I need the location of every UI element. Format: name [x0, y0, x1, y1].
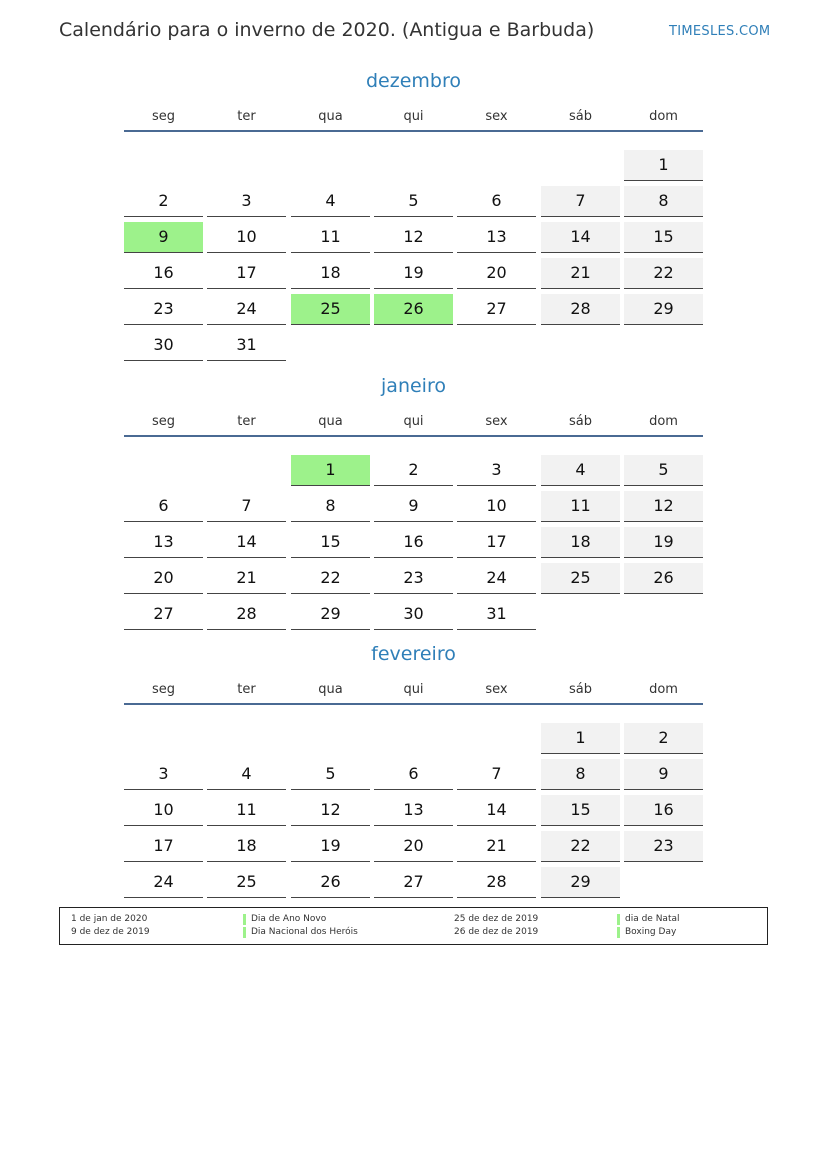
- weekday-header: qua: [318, 414, 343, 429]
- weekday-header: qua: [318, 682, 343, 697]
- day-cell: 25: [291, 294, 370, 325]
- day-cell: 2: [374, 455, 453, 486]
- weekday-header: ter: [237, 109, 256, 124]
- day-cell: 13: [374, 795, 453, 826]
- day-cell: 27: [457, 294, 536, 325]
- day-cell: 17: [124, 831, 203, 862]
- day-cell: 8: [291, 491, 370, 522]
- day-cell: 18: [291, 258, 370, 289]
- legend-holiday-name: dia de Natal: [625, 914, 680, 924]
- month-name: janeiro: [381, 375, 446, 397]
- weekday-header: dom: [649, 109, 678, 124]
- day-cell: 29: [624, 294, 703, 325]
- weekday-header: qui: [403, 414, 424, 429]
- day-cell: 16: [374, 527, 453, 558]
- day-cell: 15: [624, 222, 703, 253]
- day-cell: 24: [207, 294, 286, 325]
- weekday-header: seg: [151, 682, 176, 697]
- day-cell: 10: [124, 795, 203, 826]
- legend-date: 25 de dez de 2019: [454, 914, 539, 924]
- day-cell: 29: [541, 867, 620, 898]
- weekday-header: dom: [649, 682, 678, 697]
- weekday-header: sáb: [569, 414, 592, 429]
- day-cell: 12: [624, 491, 703, 522]
- day-cell: 23: [374, 563, 453, 594]
- day-cell: 9: [374, 491, 453, 522]
- holiday-color-marker: [243, 914, 246, 925]
- holiday-color-marker: [243, 927, 246, 938]
- day-cell: 7: [457, 759, 536, 790]
- day-cell: 20: [124, 563, 203, 594]
- day-cell: 5: [291, 759, 370, 790]
- day-cell: 1: [624, 150, 703, 181]
- day-cell: 12: [291, 795, 370, 826]
- day-cell: 21: [457, 831, 536, 862]
- day-cell: 22: [291, 563, 370, 594]
- weekday-header: qui: [403, 682, 424, 697]
- day-cell: 3: [207, 186, 286, 217]
- day-cell: 7: [541, 186, 620, 217]
- month-name: fevereiro: [371, 643, 456, 665]
- day-cell: 14: [457, 795, 536, 826]
- day-cell: 6: [457, 186, 536, 217]
- header-rule: [124, 435, 703, 437]
- legend-holiday-name: Dia Nacional dos Heróis: [251, 927, 358, 937]
- day-cell: 27: [124, 599, 203, 630]
- day-cell: 25: [541, 563, 620, 594]
- day-cell: 15: [541, 795, 620, 826]
- weekday-header: qui: [403, 109, 424, 124]
- day-cell: 24: [457, 563, 536, 594]
- day-cell: 20: [457, 258, 536, 289]
- day-cell: 1: [291, 455, 370, 486]
- day-cell: 4: [291, 186, 370, 217]
- day-cell: 14: [207, 527, 286, 558]
- holiday-legend: [59, 907, 768, 945]
- day-cell: 19: [291, 831, 370, 862]
- header-rule: [124, 703, 703, 705]
- day-cell: 10: [207, 222, 286, 253]
- day-cell: 22: [624, 258, 703, 289]
- day-cell: 27: [374, 867, 453, 898]
- day-cell: 9: [624, 759, 703, 790]
- day-cell: 30: [374, 599, 453, 630]
- day-cell: 21: [541, 258, 620, 289]
- day-cell: 26: [291, 867, 370, 898]
- weekday-header: sex: [485, 682, 508, 697]
- day-cell: 14: [541, 222, 620, 253]
- legend-holiday-name: Boxing Day: [625, 927, 677, 937]
- holiday-color-marker: [617, 927, 620, 938]
- day-cell: 20: [374, 831, 453, 862]
- month-name: dezembro: [366, 70, 461, 92]
- weekday-header: ter: [237, 682, 256, 697]
- weekday-header: sáb: [569, 109, 592, 124]
- day-cell: 13: [124, 527, 203, 558]
- weekday-header: sáb: [569, 682, 592, 697]
- day-cell: 16: [124, 258, 203, 289]
- weekday-header: seg: [151, 109, 176, 124]
- day-cell: 5: [624, 455, 703, 486]
- day-cell: 30: [124, 330, 203, 361]
- day-cell: 12: [374, 222, 453, 253]
- day-cell: 28: [457, 867, 536, 898]
- day-cell: 2: [124, 186, 203, 217]
- day-cell: 31: [457, 599, 536, 630]
- day-cell: 4: [541, 455, 620, 486]
- day-cell: 5: [374, 186, 453, 217]
- day-cell: 11: [291, 222, 370, 253]
- day-cell: 17: [207, 258, 286, 289]
- day-cell: 19: [624, 527, 703, 558]
- day-cell: 4: [207, 759, 286, 790]
- day-cell: 6: [374, 759, 453, 790]
- day-cell: 3: [457, 455, 536, 486]
- weekday-header: sex: [485, 109, 508, 124]
- weekday-header: sex: [485, 414, 508, 429]
- day-cell: 7: [207, 491, 286, 522]
- day-cell: 29: [291, 599, 370, 630]
- day-cell: 1: [541, 723, 620, 754]
- weekday-header: qua: [318, 109, 343, 124]
- page-title: Calendário para o inverno de 2020. (Antigua e Barbuda): [59, 19, 595, 41]
- legend-date: 9 de dez de 2019: [71, 927, 150, 937]
- day-cell: 10: [457, 491, 536, 522]
- day-cell: 18: [541, 527, 620, 558]
- day-cell: 8: [624, 186, 703, 217]
- day-cell: 13: [457, 222, 536, 253]
- day-cell: 22: [541, 831, 620, 862]
- holiday-color-marker: [617, 914, 620, 925]
- weekday-header: seg: [151, 414, 176, 429]
- day-cell: 25: [207, 867, 286, 898]
- day-cell: 11: [207, 795, 286, 826]
- legend-date: 26 de dez de 2019: [454, 927, 539, 937]
- legend-holiday-name: Dia de Ano Novo: [251, 914, 327, 924]
- day-cell: 15: [291, 527, 370, 558]
- day-cell: 21: [207, 563, 286, 594]
- day-cell: 26: [624, 563, 703, 594]
- day-cell: 24: [124, 867, 203, 898]
- day-cell: 23: [124, 294, 203, 325]
- day-cell: 16: [624, 795, 703, 826]
- day-cell: 26: [374, 294, 453, 325]
- weekday-header: dom: [649, 414, 678, 429]
- day-cell: 17: [457, 527, 536, 558]
- day-cell: 6: [124, 491, 203, 522]
- weekday-header: ter: [237, 414, 256, 429]
- day-cell: 23: [624, 831, 703, 862]
- day-cell: 28: [207, 599, 286, 630]
- header-rule: [124, 130, 703, 132]
- brand-link[interactable]: TIMESLES.COM: [669, 24, 771, 39]
- day-cell: 31: [207, 330, 286, 361]
- day-cell: 19: [374, 258, 453, 289]
- legend-date: 1 de jan de 2020: [71, 914, 148, 924]
- day-cell: 11: [541, 491, 620, 522]
- day-cell: 9: [124, 222, 203, 253]
- day-cell: 8: [541, 759, 620, 790]
- day-cell: 28: [541, 294, 620, 325]
- day-cell: 2: [624, 723, 703, 754]
- day-cell: 18: [207, 831, 286, 862]
- day-cell: 3: [124, 759, 203, 790]
